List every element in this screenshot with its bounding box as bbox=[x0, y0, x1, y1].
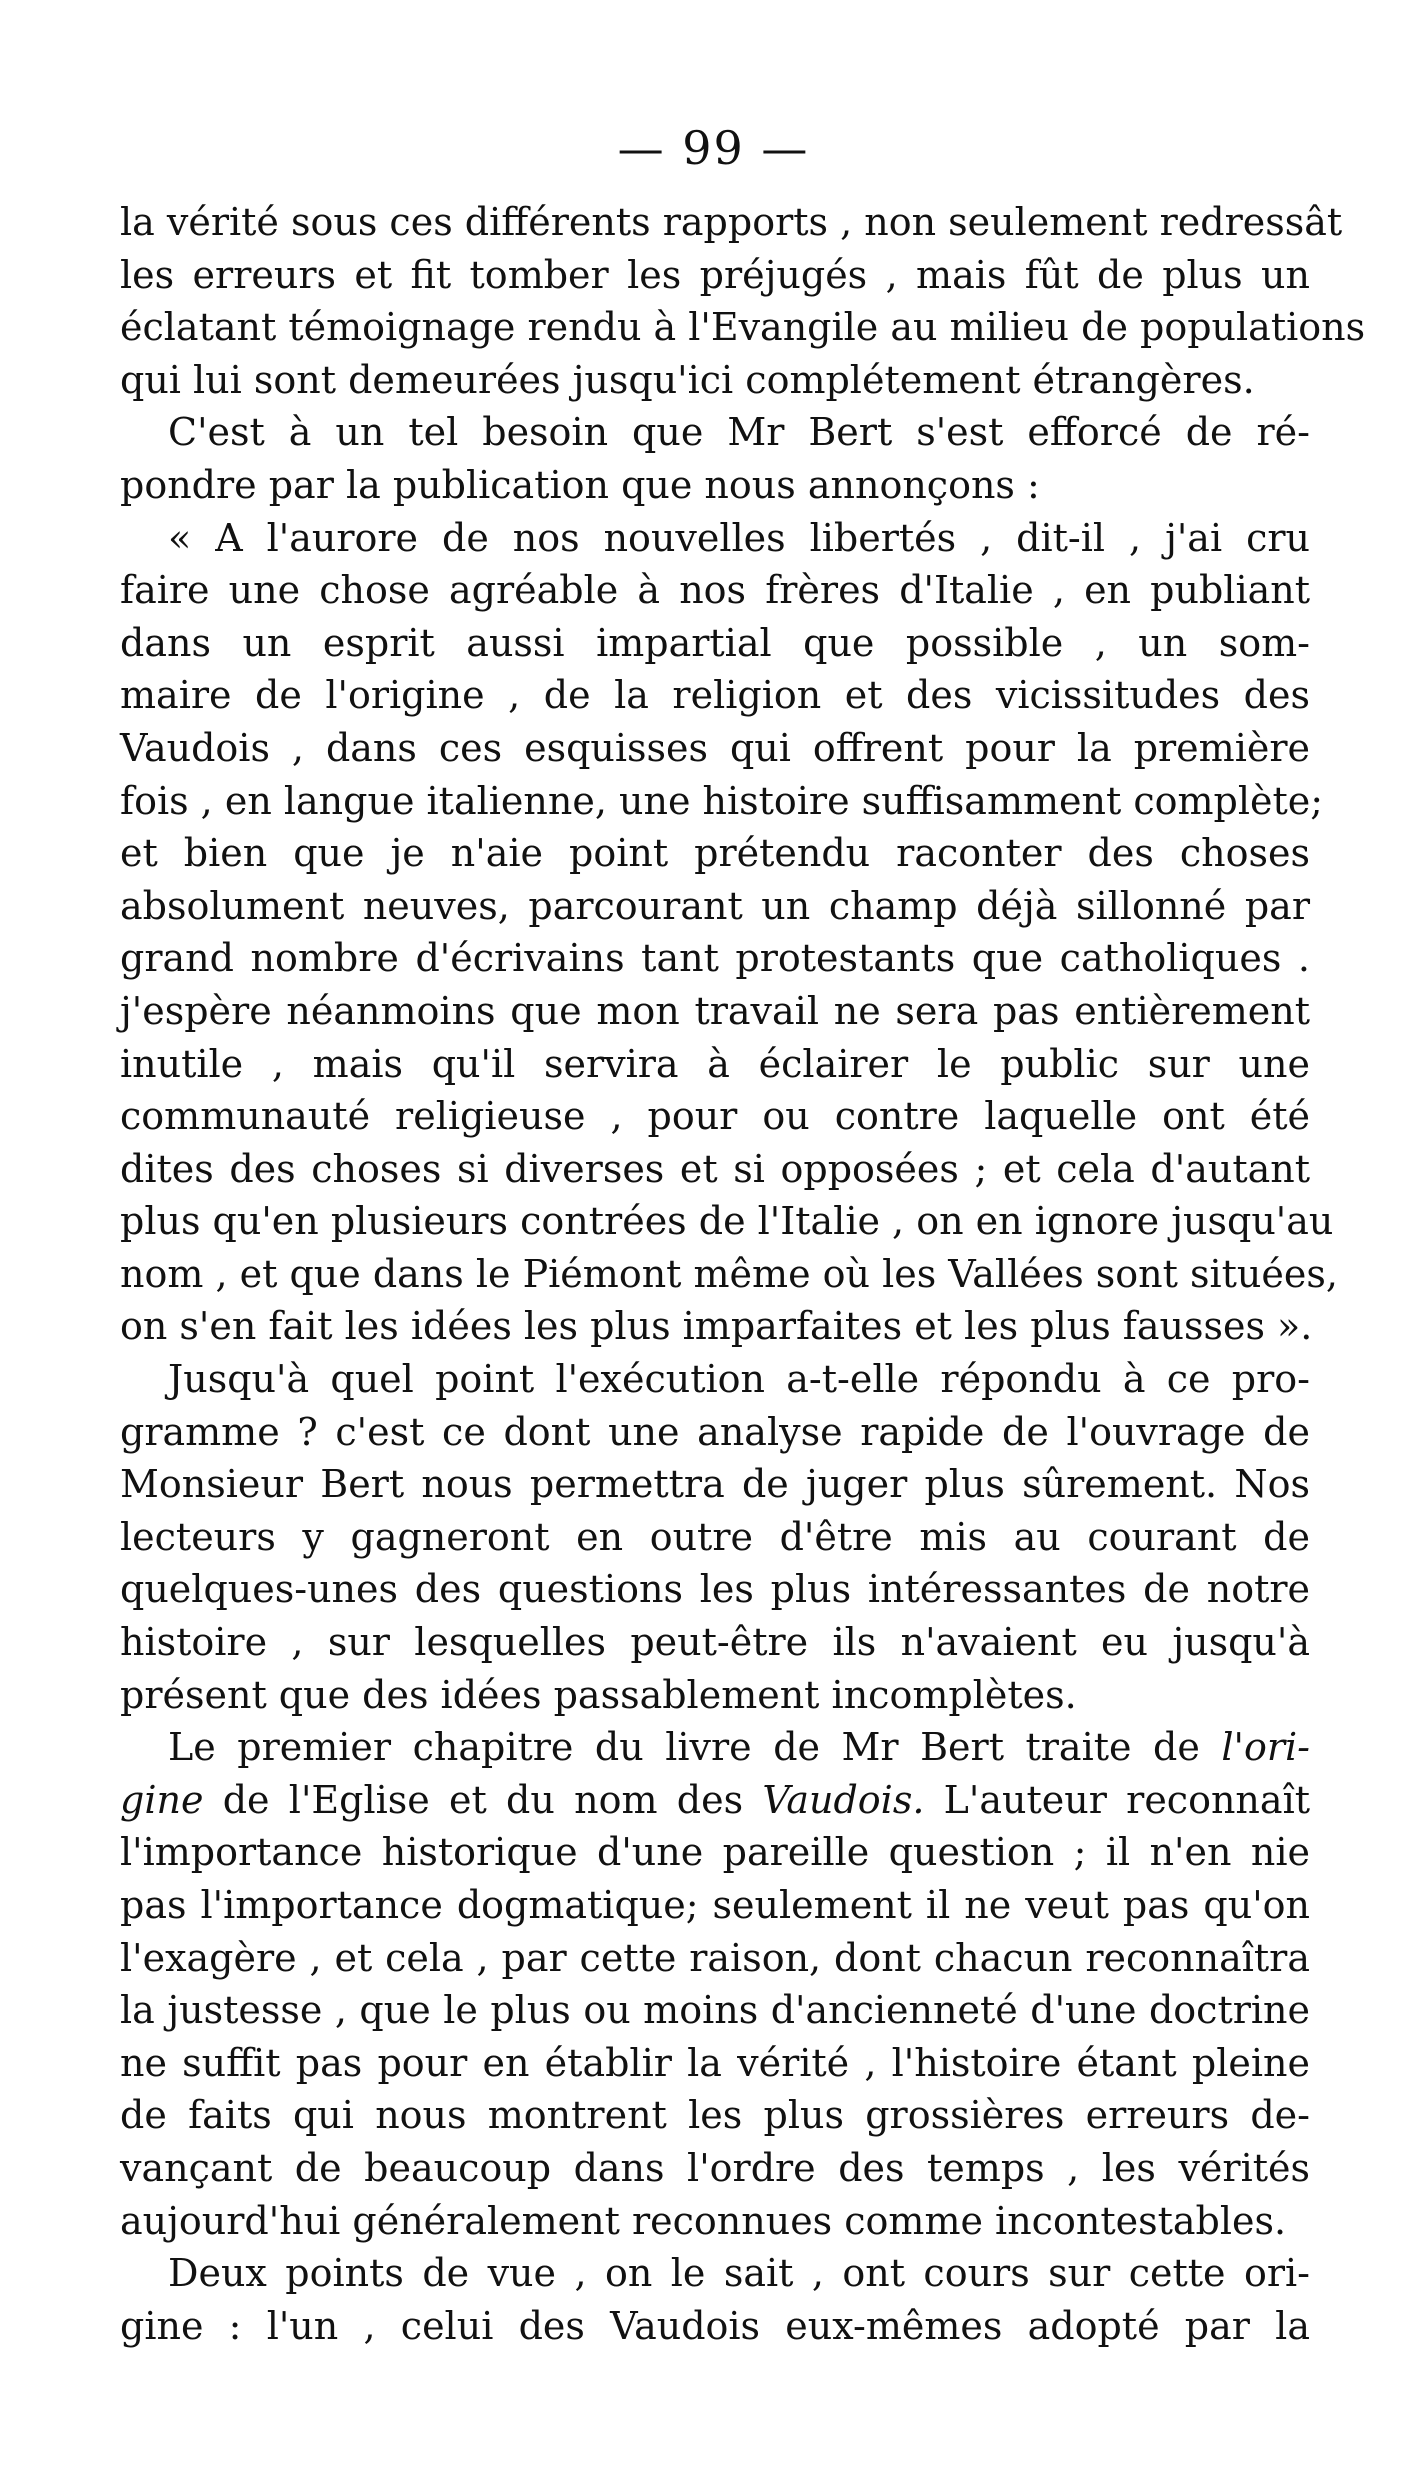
text-line: ne suffit pas pour en établir la vérité , l'histoire étant pleine bbox=[120, 2040, 1310, 2085]
text-segment: Le premier chapitre du livre de Mr Bert traite de bbox=[168, 1725, 1222, 1770]
text-line: pondre par la publication que nous annonçons : bbox=[120, 462, 1040, 507]
italic-text: gine bbox=[120, 1777, 204, 1822]
text-line: histoire , sur lesquelles peut-être ils n'avaient eu jusqu'à bbox=[120, 1620, 1310, 1665]
text-line: et bien que je n'aie point prétendu raconter des choses bbox=[120, 831, 1310, 876]
text-line: fois , en langue italienne, une histoire suffisamment complète; bbox=[120, 778, 1324, 823]
text-line: vançant de beaucoup dans l'ordre des temps , les vérités bbox=[120, 2145, 1310, 2190]
text-line: Jusqu'à quel point l'exécution a-t-elle répondu à ce pro- bbox=[168, 1357, 1310, 1402]
text-segment: de l'Eglise et du nom des bbox=[203, 1777, 763, 1822]
text-line: faire une chose agréable à nos frères d'Italie , en publiant bbox=[120, 568, 1310, 613]
text-line: aujourd'hui généralement reconnues comme incontestables. bbox=[120, 2198, 1287, 2243]
text-line: inutile , mais qu'il servira à éclairer le public sur une bbox=[120, 1041, 1310, 1086]
text-line: qui lui sont demeurées jusqu'ici complétement étrangères. bbox=[120, 357, 1255, 402]
text-line: plus qu'en plusieurs contrées de l'Italie , on en ignore jusqu'au bbox=[120, 1199, 1334, 1244]
italic-text: l'ori- bbox=[1221, 1725, 1310, 1770]
page-number: — 99 — bbox=[617, 121, 810, 175]
text-line: C'est à un tel besoin que Mr Bert s'est efforcé de ré- bbox=[168, 410, 1310, 455]
text-line: éclatant témoignage rendu à l'Evangile au milieu de populations bbox=[120, 305, 1366, 350]
body-text bbox=[120, 196, 1366, 2352]
text-line: « A l'aurore de nos nouvelles libertés , dit-il , j'ai cru bbox=[168, 515, 1310, 560]
text-line: la vérité sous ces différents rapports , non seulement redressât bbox=[120, 200, 1343, 244]
text-line: les erreurs et fit tomber les préjugés , mais fût de plus un bbox=[120, 252, 1310, 297]
text-line: gine : l'un , celui des Vaudois eux-mêmes adopté par la bbox=[120, 2303, 1310, 2348]
text-line: gramme ? c'est ce dont une analyse rapide de l'ouvrage de bbox=[120, 1409, 1310, 1454]
text-line bbox=[120, 1721, 1310, 1774]
text-line: on s'en fait les idées les plus imparfaites et les plus fausses ». bbox=[120, 1304, 1313, 1349]
text-line: maire de l'origine , de la religion et des vicissitudes des bbox=[120, 673, 1310, 718]
text-line: Vaudois , dans ces esquisses qui offrent pour la première bbox=[120, 725, 1310, 770]
text-line: Monsieur Bert nous permettra de juger plus sûrement. Nos bbox=[120, 1462, 1310, 1507]
text-line: de faits qui nous montrent les plus grossières erreurs de- bbox=[120, 2093, 1310, 2138]
text-line: dites des choses si diverses et si opposées ; et cela d'autant bbox=[120, 1146, 1310, 1191]
text-line: Deux points de vue , on le sait , ont cours sur cette ori- bbox=[168, 2251, 1310, 2296]
text-line: grand nombre d'écrivains tant protestants que catholiques . bbox=[120, 936, 1310, 981]
text-line: communauté religieuse , pour ou contre laquelle ont été bbox=[120, 1094, 1310, 1139]
text-segment: L'auteur reconnaît bbox=[924, 1777, 1310, 1822]
text-line: quelques-unes des questions les plus intéressantes de notre bbox=[120, 1567, 1310, 1612]
italic-text: Vaudois. bbox=[762, 1777, 925, 1822]
text-line: présent que des idées passablement incomplètes. bbox=[120, 1672, 1077, 1717]
text-line: j'espère néanmoins que mon travail ne sera pas entièrement bbox=[120, 988, 1310, 1033]
text-line: dans un esprit aussi impartial que possible , un som- bbox=[120, 620, 1310, 665]
text-line: lecteurs y gagneront en outre d'être mis au courant de bbox=[120, 1514, 1310, 1559]
text-line: absolument neuves, parcourant un champ déjà sillonné par bbox=[120, 883, 1310, 928]
text-line: l'exagère , et cela , par cette raison, dont chacun reconnaîtra bbox=[120, 1935, 1310, 1980]
text-line: la justesse , que le plus ou moins d'ancienneté d'une doctrine bbox=[120, 1988, 1310, 2033]
text-line bbox=[120, 1774, 1310, 1827]
text-line: pas l'importance dogmatique; seulement il ne veut pas qu'on bbox=[120, 1883, 1310, 1927]
text-line: l'importance historique d'une pareille question ; il n'en nie bbox=[120, 1830, 1310, 1875]
text-line: nom , et que dans le Piémont même où les Vallées sont situées, bbox=[120, 1251, 1338, 1296]
